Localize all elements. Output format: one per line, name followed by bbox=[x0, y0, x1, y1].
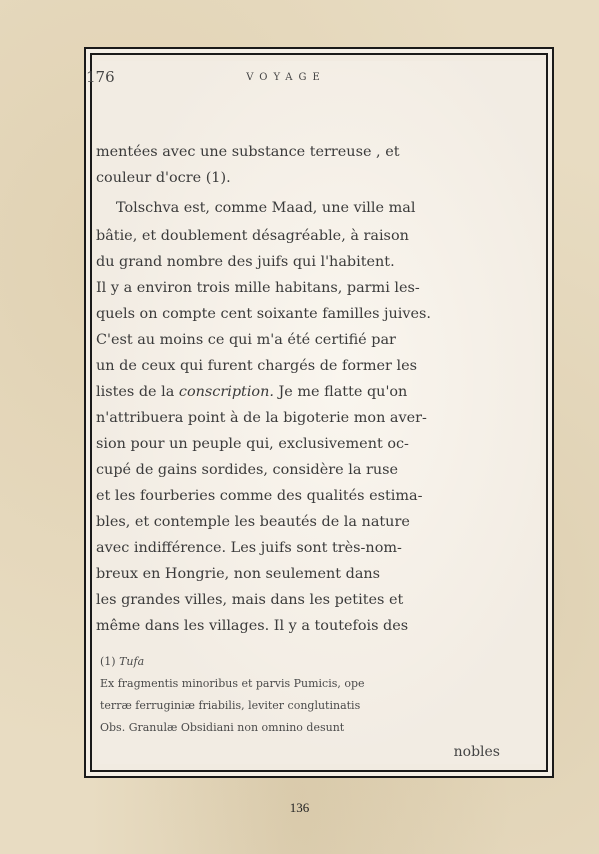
text-line: du grand nombre des juifs qui l'habitent. bbox=[96, 254, 395, 270]
text-line: sion pour un peuple qui, exclusivement oc- bbox=[96, 436, 409, 452]
italic-word: conscription. bbox=[178, 384, 274, 400]
text-line: quels on compte cent soixante familles juives. bbox=[96, 306, 431, 322]
text-line: Tolschva est, comme Maad, une ville mal bbox=[116, 200, 416, 216]
text-line: mentées avec une substance terreuse , et bbox=[96, 144, 400, 160]
text-line: les grandes villes, mais dans les petites et bbox=[96, 592, 404, 608]
text-line: breux en Hongrie, non seulement dans bbox=[96, 566, 381, 582]
text-line: bles, et contemple les beautés de la nature bbox=[96, 514, 410, 530]
text-line bbox=[96, 380, 407, 404]
text-line: couleur d'ocre (1). bbox=[96, 170, 231, 186]
page-header bbox=[86, 68, 506, 88]
footnote-line: Obs. Granulæ Obsidiani non omnino desunt bbox=[100, 721, 345, 734]
footnote-heading-line bbox=[100, 652, 144, 672]
footnote-heading: Tufa bbox=[119, 655, 145, 668]
page-number: 136 bbox=[289, 800, 310, 815]
text-line: bâtie, et doublement désagréable, à raison bbox=[96, 228, 409, 244]
footnote-line: terræ ferruginiæ friabilis, leviter conglutinatis bbox=[100, 699, 361, 712]
footnote-line: Ex fragmentis minoribus et parvis Pumicis, ope bbox=[100, 677, 365, 690]
text-line: même dans les villages. Il y a toutefois des bbox=[96, 618, 409, 634]
text-line: n'attribuera point à de la bigoterie mon aver- bbox=[96, 410, 427, 426]
original-page-number: 176 bbox=[86, 68, 115, 86]
catchword: nobles bbox=[453, 744, 500, 760]
text-line: cupé de gains sordides, considère la ruse bbox=[96, 462, 399, 478]
text-line: avec indifférence. Les juifs sont très-nom- bbox=[96, 540, 402, 556]
text-segment: listes de la bbox=[96, 384, 175, 400]
footnote-marker: (1) bbox=[100, 655, 116, 668]
text-line: un de ceux qui furent chargés de former les bbox=[96, 358, 417, 374]
text-line: Il y a environ trois mille habitans, parmi les- bbox=[96, 280, 420, 296]
text-line: et les fourberies comme des qualités estima- bbox=[96, 488, 423, 504]
text-segment: Je me flatte qu'on bbox=[278, 384, 408, 400]
text-line: C'est au moins ce qui m'a été certifié par bbox=[96, 332, 396, 348]
running-title: VOYAGE bbox=[246, 72, 326, 83]
